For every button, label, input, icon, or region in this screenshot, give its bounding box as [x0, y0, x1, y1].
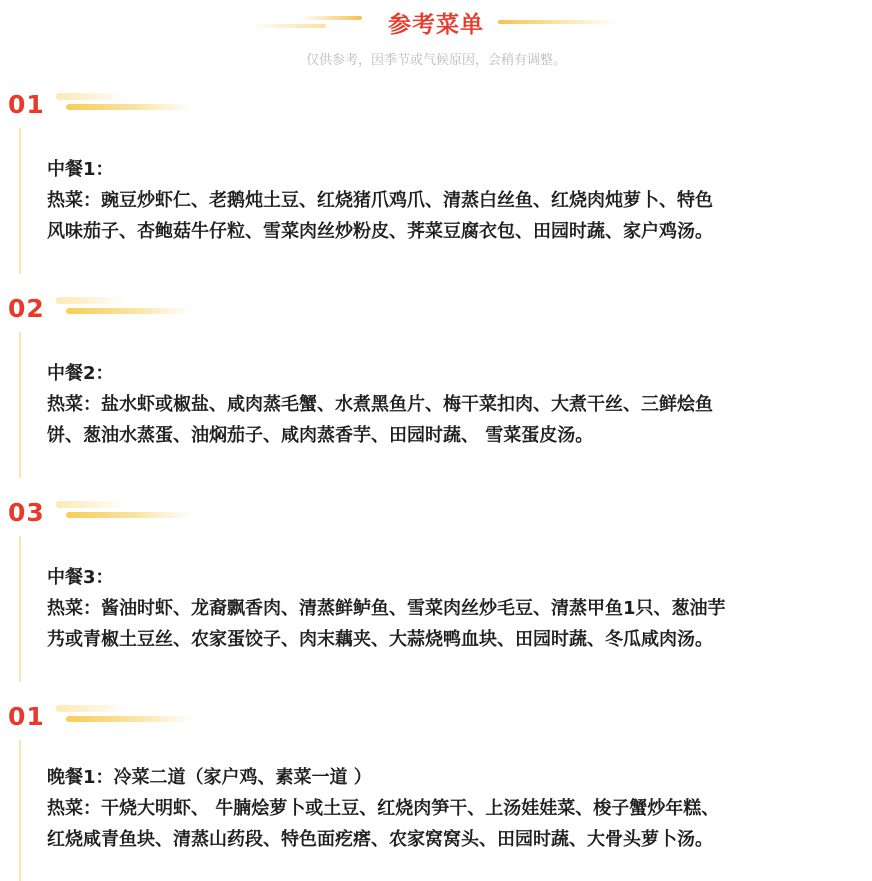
- number-decoration: [56, 93, 126, 100]
- meal-title: 中餐2：: [47, 363, 114, 384]
- number-decoration: [66, 104, 192, 110]
- menu-section: [0, 294, 872, 494]
- menu-header: [0, 0, 872, 80]
- menu-section: [0, 702, 872, 881]
- section-content: [47, 358, 847, 451]
- number-decoration: [56, 501, 126, 508]
- dish-line: 热菜：豌豆炒虾仁、老鹅炖土豆、红烧猪爪鸡爪、清蒸白丝鱼、红烧肉炖萝卜、特色: [47, 190, 713, 211]
- section-divider-line: [19, 536, 21, 682]
- section-divider-line: [19, 332, 21, 478]
- number-decoration: [66, 716, 192, 722]
- meal-title: 中餐1：: [47, 159, 114, 180]
- page-subtitle: 仅供参考，因季节或气候原因，会稍有调整。: [305, 53, 566, 68]
- section-number: 03: [8, 498, 45, 527]
- number-decoration: [66, 308, 192, 314]
- section-content: [47, 562, 847, 655]
- menu-section: [0, 498, 872, 698]
- dish-line: 热菜：干烧大明虾、 牛腩烩萝卜或土豆、红烧肉笋干、上汤娃娃菜、梭子蟹炒年糕、: [47, 798, 720, 819]
- section-divider-line: [19, 740, 21, 881]
- dish-line: 热菜：酱油时虾、龙裔飘香肉、清蒸鲜鲈鱼、雪菜肉丝炒毛豆、清蒸甲鱼1只、葱油芋: [47, 598, 726, 619]
- number-decoration: [56, 705, 126, 712]
- title-decoration-right: [498, 20, 618, 24]
- dish-line: 热菜：盐水虾或椒盐、咸肉蒸毛蟹、水煮黑鱼片、梅干菜扣肉、大煮干丝、三鲜烩鱼: [47, 394, 713, 415]
- dish-line: 红烧咸青鱼块、清蒸山药段、特色面疙瘩、农家窝窝头、田园时蔬、大骨头萝卜汤。: [47, 829, 713, 850]
- number-decoration: [56, 297, 126, 304]
- section-content: [47, 154, 847, 247]
- page-title: 参考菜单: [388, 12, 484, 38]
- section-divider-line: [19, 128, 21, 274]
- dish-line: 饼、葱油水蒸蛋、油焖茄子、咸肉蒸香芋、田园时蔬、 雪菜蛋皮汤。: [47, 425, 594, 446]
- section-number: 01: [8, 90, 45, 119]
- meal-title: 中餐3：: [47, 567, 114, 588]
- meal-title: 晚餐1：冷菜二道（家户鸡、素菜一道 ）: [47, 767, 372, 788]
- number-decoration: [66, 512, 192, 518]
- section-content: [47, 762, 847, 855]
- dish-line: 艿或青椒土豆丝、农家蛋饺子、肉末藕夹、大蒜烧鸭血块、田园时蔬、冬瓜咸肉汤。: [47, 629, 713, 650]
- section-number: 01: [8, 702, 45, 731]
- menu-section: [0, 90, 872, 290]
- section-number: 02: [8, 294, 45, 323]
- dish-line: 风味茄子、杏鲍菇牛仔粒、雪菜肉丝炒粉皮、荠菜豆腐衣包、田园时蔬、家户鸡汤。: [47, 221, 713, 242]
